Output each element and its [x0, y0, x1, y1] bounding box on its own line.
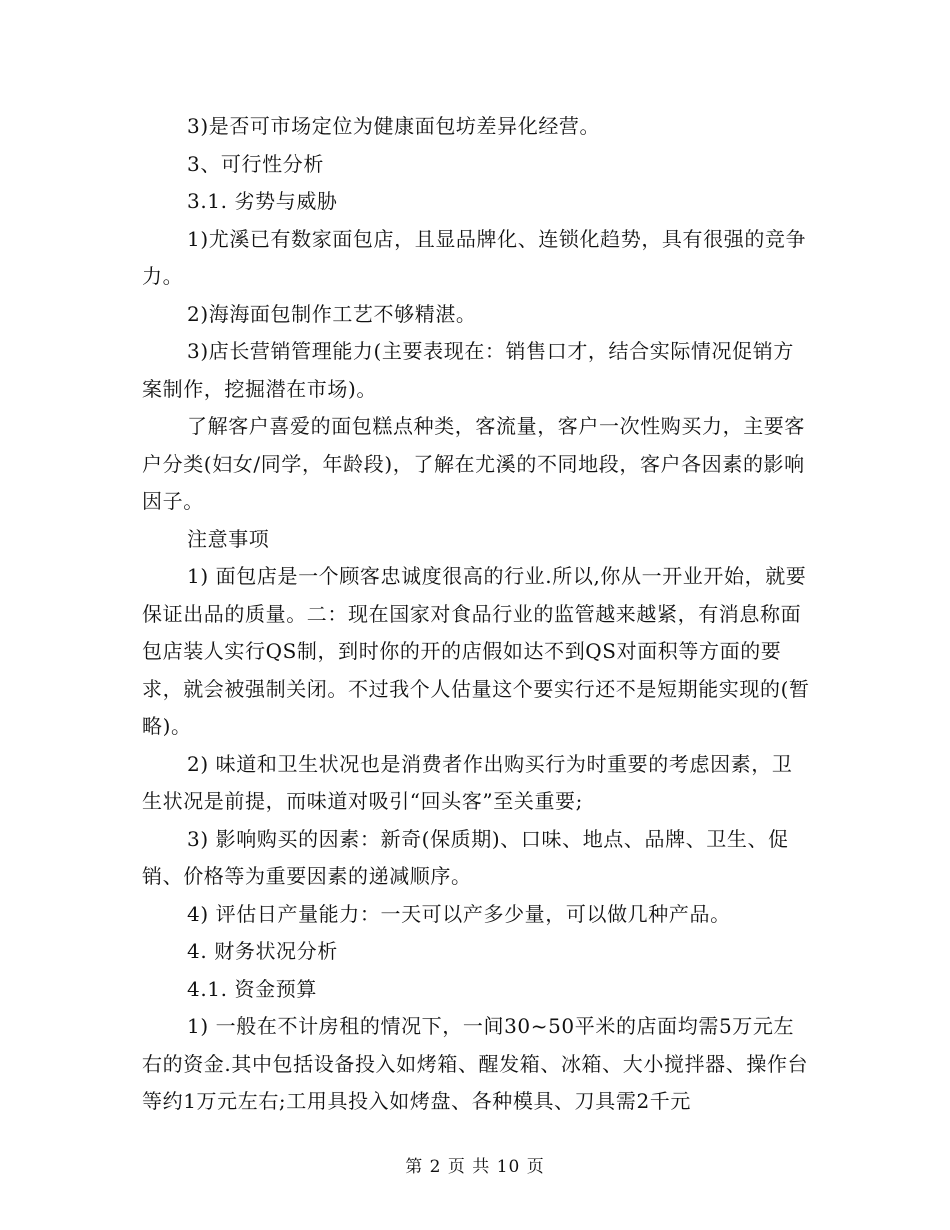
page-footer: 第 2 页 共 10 页: [405, 1157, 545, 1177]
paragraph-budget-1: 1) 一般在不计房租的情况下，一间30~50平米的店面均需5万元左右的资金.其中包括设备投入如烤箱、醒发箱、冰箱、大小搅拌器、操作台等约1万元左右;工用具投入如烤盘、各种模具、刀具需2千元: [142, 1014, 809, 1113]
paragraph-note-3: 3) 影响购买的因素：新奇(保质期)、口味、地点、品牌、卫生、促销、价格等为重要因素的递减顺序。: [142, 826, 789, 888]
document-body: [142, 108, 810, 1121]
heading-capital-budget: 4.1. 资金预算: [187, 976, 317, 1001]
paragraph-management: 3)店长营销管理能力(主要表现在：销售口才，结合实际情况促销方案制作，挖掘潜在市场)。: [142, 339, 794, 401]
paragraph-competition: 1)尤溪已有数家面包店，且显品牌化、连锁化趋势，具有很强的竞争力。: [142, 226, 807, 288]
heading-weaknesses-threats: 3.1. 劣势与威胁: [187, 189, 338, 213]
paragraph-craft: 2)海海面包制作工艺不够精湛。: [187, 301, 477, 326]
paragraph-positioning: 3)是否可市场定位为健康面包坊差异化经营。: [187, 114, 601, 138]
heading-financial-analysis: 4. 财务状况分析: [187, 939, 338, 963]
paragraph-note-4: 4) 评估日产量能力：一天可以产多少量，可以做几种产品。: [187, 901, 731, 926]
paragraph-customer-research: 了解客户喜爱的面包糕点种类，客流量，客户一次性购买力，主要客户分类(妇女/同学，年龄段)，了解在尤溪的不同地段，客户各因素的影响因子。: [142, 414, 805, 513]
heading-notes: 注意事项: [187, 526, 270, 551]
paragraph-note-1: 1) 面包店是一个顾客忠诚度很高的行业.所以,你从一开业开始，就要保证出品的质量。二：现在国家对食品行业的监管越来越紧，有消息称面包店装人实行QS制，到时你的开的店假如达不到QS对面积等方面的要求，就会被强制关闭。不过我个人估量这个要实行还不是短期能实现的(暂略)。: [142, 564, 810, 738]
heading-feasibility-analysis: 3、可行性分析: [187, 151, 324, 176]
paragraph-note-2: 2) 味道和卫生状况也是消费者作出购买行为时重要的考虑因素，卫生状况是前提，而味道对吸引“回头客”至关重要;: [142, 751, 793, 813]
